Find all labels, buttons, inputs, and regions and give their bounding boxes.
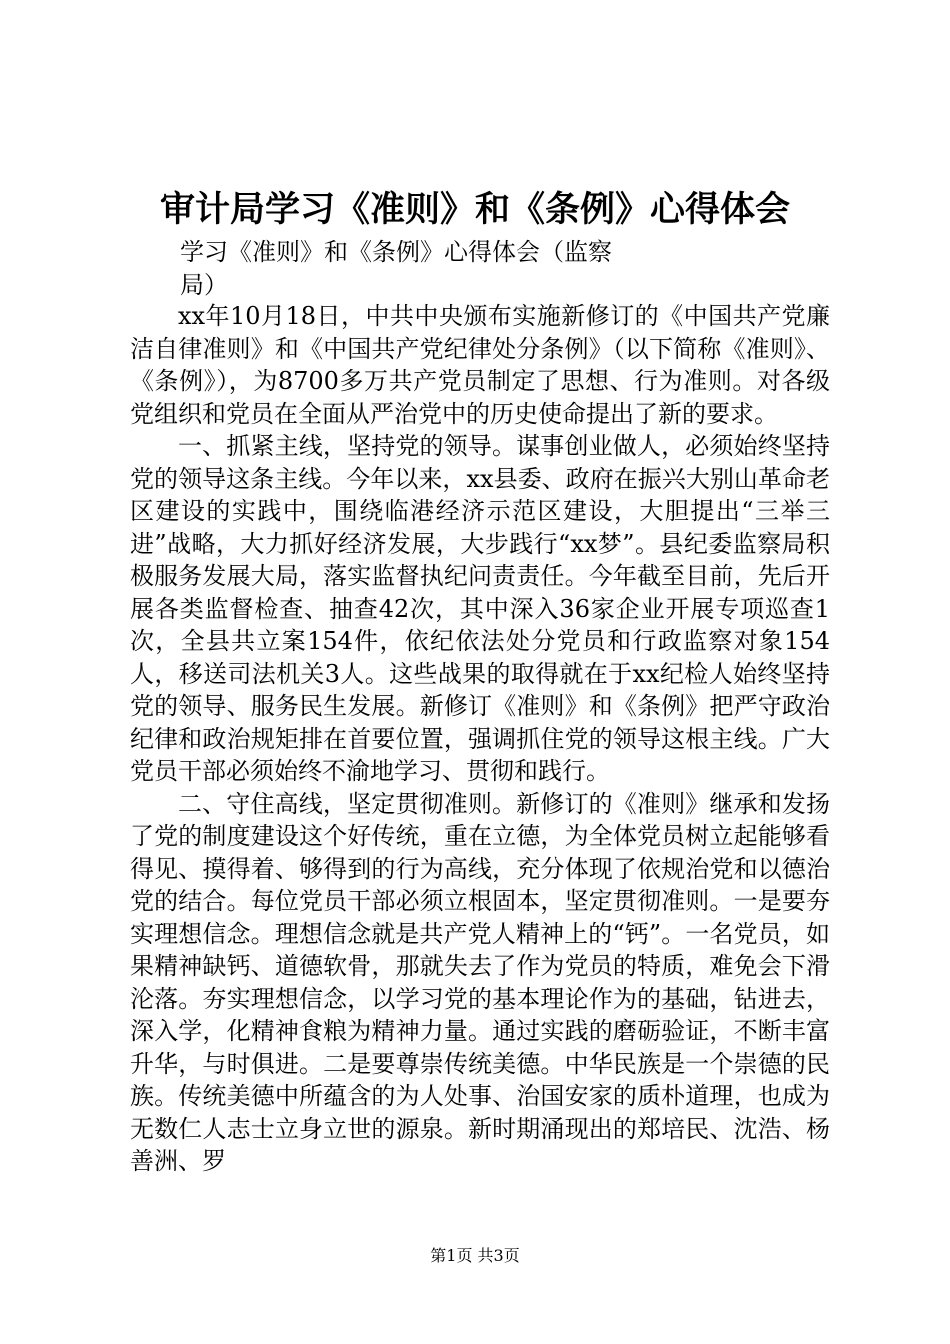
document-subtitle: 学习《准则》和《条例》心得体会（监察局） (180, 238, 612, 299)
body-paragraph: 二、守住高线，坚定贯彻准则。新修订的《准则》继承和发扬了党的制度建设这个好传统，重在立德，为全体党员树立起能够看得见、摸得着、够得到的行为高线，充分体现了依规治党和以德治党的结合。每位党员干部必须立根固本，坚定贯彻准则。一是要夯实理想信念。理想信念就是共产党人精神上的“钙”。一名党员，如果精神缺钙、道德软骨，那就失去了作为党员的特质，难免会下滑沦落。夯实理想信念，以学习党的基本理论作为的基础，钻进去，深入学，化精神食粮为精神力量。通过实践的磨砺验证，不断丰富升华，与时俱进。二是要尊崇传统美德。中华民族是一个崇德的民族。传统美德中所蕴含的为人处事、治国安家的质朴道理，也成为无数仁人志士立身立世的源泉。新时期涌现出的郑培民、沈浩、杨善洲、罗 (130, 789, 830, 1175)
document-body (130, 300, 830, 1178)
document-title: 审计局学习《准则》和《条例》心得体会 (159, 189, 790, 230)
page-footer: 第1页 共3页 (430, 1246, 520, 1265)
body-paragraph: xx年10月18日，中共中央颁布实施新修订的《中国共产党廉洁自律准则》和《中国共产党纪律处分条例》（以下简称《准则》、《条例》），为8700多万共产党员制定了思想、行为准则。对各级党组织和党员在全面从严治党中的历史使命提出了新的要求。 (130, 302, 830, 428)
body-paragraph: 一、抓紧主线，坚持党的领导。谋事创业做人，必须始终坚持党的领导这条主线。今年以来，xx县委、政府在振兴大别山革命老区建设的实践中，围绕临港经济示范区建设，大胆提出“三举三进”战略，大力抓好经济发展，大步践行“xx梦”。县纪委监察局积极服务发展大局，落实监督执纪问责责任。今年截至目前，先后开展各类监督检查、抽查42次，其中深入36家企业开展专项巡查1次，全县共立案154件，依纪依法处分党员和行政监察对象154人，移送司法机关3人。这些战果的取得就在于xx纪检人始终坚持党的领导、服务民生发展。新修订《准则》和《条例》把严守政治纪律和政治规矩排在首要位置，强调抓住党的领导这根主线。广大党员干部必须始终不渝地学习、贯彻和践行。 (130, 432, 830, 785)
